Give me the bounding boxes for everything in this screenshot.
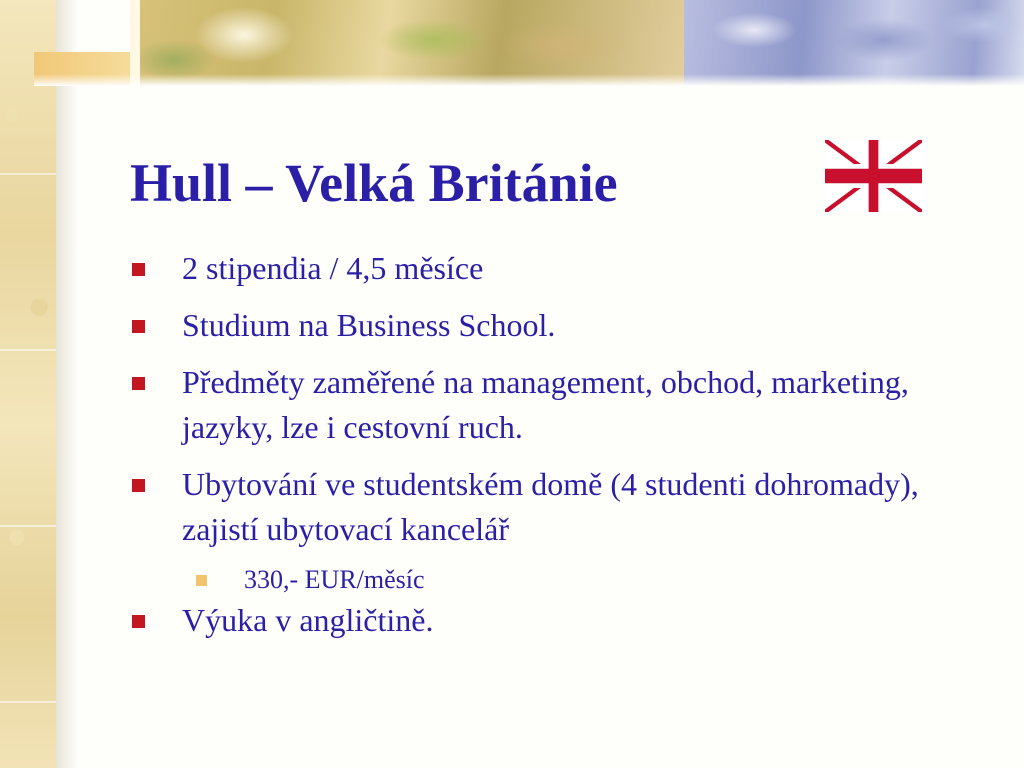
- bullet-text: 2 stipendia / 4,5 měsíce: [182, 250, 484, 286]
- top-decorative-band: [34, 0, 1024, 86]
- sub-bullet-text: 330,- EUR/měsíc: [244, 565, 425, 594]
- sub-bullet-item: [126, 562, 946, 598]
- bullet-list: [126, 246, 946, 643]
- bullet-text: Studium na Business School.: [182, 307, 556, 343]
- bullet-marker-icon: [132, 263, 145, 276]
- bullet-text: Předměty zaměřené na management, obchod, marketing, jazyky, lze i cestovní ruch.: [182, 364, 909, 445]
- bullet-item: [126, 598, 946, 643]
- left-strip-shadow: [56, 0, 78, 768]
- bullet-item: [126, 246, 946, 291]
- bullet-item: [126, 303, 946, 348]
- bullet-text: Výuka v angličtině.: [182, 602, 434, 638]
- sub-bullet-marker-icon: [196, 575, 207, 586]
- bullet-item: [126, 462, 946, 552]
- bullet-text: Ubytování ve studentském domě (4 studenti dohromady), zajistí ubytovací kancelář: [182, 466, 919, 547]
- union-jack-flag-icon: [825, 140, 922, 212]
- bullet-marker-icon: [132, 377, 145, 390]
- band-fade: [34, 74, 1024, 86]
- left-parchment-strip: [0, 0, 56, 768]
- bullet-marker-icon: [132, 615, 145, 628]
- slide-title: Hull – Velká Británie: [130, 153, 618, 213]
- bullet-marker-icon: [132, 479, 145, 492]
- bullet-marker-icon: [132, 320, 145, 333]
- bullet-item: [126, 360, 946, 450]
